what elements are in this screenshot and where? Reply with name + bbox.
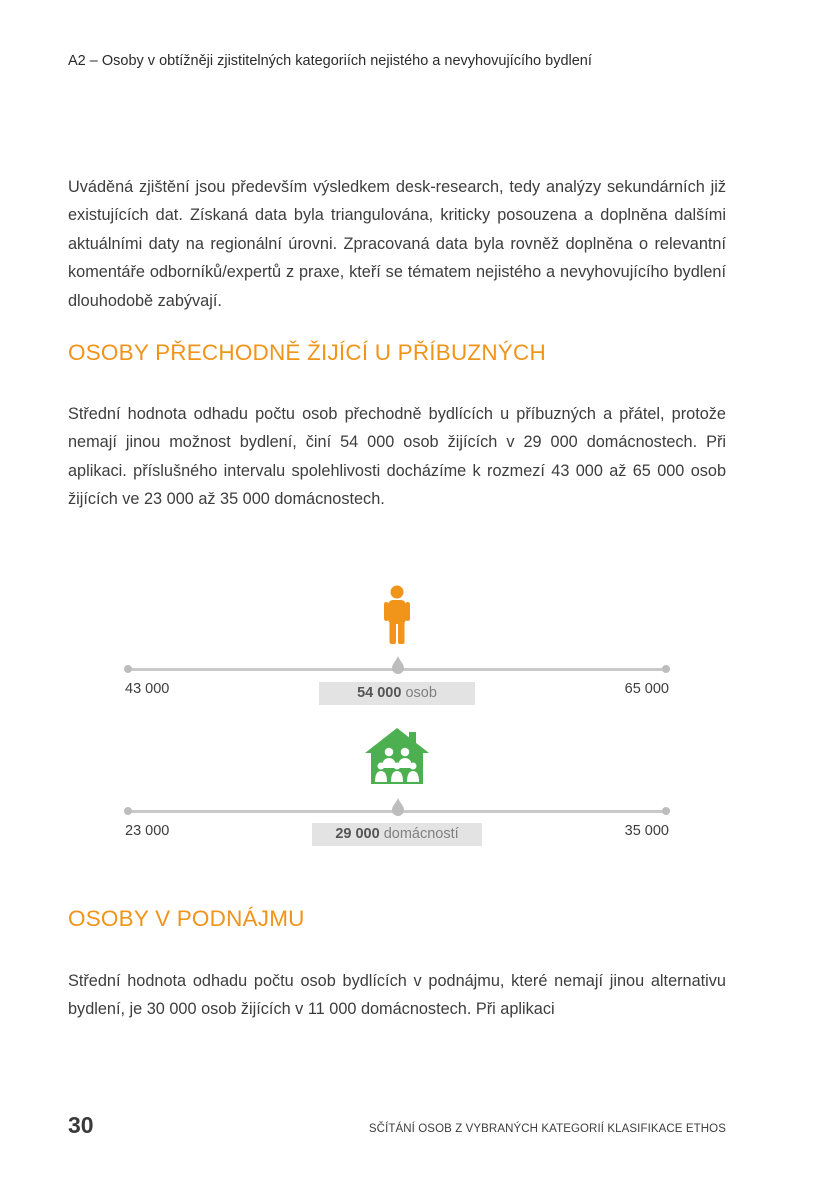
persons-axis-end-dot	[662, 665, 670, 673]
households-median-unit: domácností	[383, 826, 459, 842]
households-axis-start-dot	[124, 807, 132, 815]
subtenancy-paragraph: Střední hodnota odhadu počtu osob bydlících v podnájmu, které nemají jinou alternativu bydlení, je 30 000 osob žijících v 11 000 domácnostech. Při aplikaci	[68, 972, 726, 1019]
relatives-paragraph: Střední hodnota odhadu počtu osob přechodně bydlících u příbuzných a přátel, protože nemají jinou možnost bydlení, činí 54 000 osob žijících v 29 000 domácnostech. Při aplikaci. příslušného intervalu spolehlivosti docházíme k rozmezí 43 000 až 65 000 osob žijících ve 23 000 až 35 000 domácnostech.	[68, 405, 726, 509]
intro-paragraph: Uváděná zjištění jsou především výsledkem desk-research, tedy analýzy sekundárních již existujících dat. Získaná data byla triangulována, kriticky posouzena a doplněna dalšími aktuálními daty na regionální úrovni. Zpracovaná data byla rovněž doplněna o relevantní komentáře odborníků/expertů z praxe, kteří se tématem nejistého a nevyhovujícího bydlení dlouhodobě zabývají.	[68, 178, 726, 310]
persons-median-marker	[391, 656, 405, 675]
persons-axis-start-dot	[124, 665, 132, 673]
running-head: A2 – Osoby v obtížněji zjistitelných kategoriích nejistého a nevyhovujícího bydlení	[68, 53, 592, 69]
households-median-value: 29 000	[335, 826, 380, 842]
publication-title: SČÍTÁNÍ OSOB Z VYBRANÝCH KATEGORIÍ KLASIFIKACE ETHOS	[368, 1123, 726, 1135]
households-axis-end-dot	[662, 807, 670, 815]
page-number: 30	[68, 1112, 94, 1138]
persons-median-unit: osob	[405, 685, 437, 701]
persons-high-label: 65 000	[624, 681, 669, 697]
households-high-label: 35 000	[624, 823, 669, 839]
households-median-box	[312, 823, 482, 846]
households-low-label: 23 000	[125, 823, 170, 839]
households-median-marker	[391, 798, 405, 817]
persons-median-value: 54 000	[357, 685, 402, 701]
persons-low-label: 43 000	[125, 681, 170, 697]
persons-median-box	[319, 682, 475, 705]
section-heading-subtenancy: OSOBY V PODNÁJMU	[68, 906, 305, 931]
section-heading-relatives: OSOBY PŘECHODNĚ ŽIJÍCÍ U PŘÍBUZNÝCH	[68, 340, 546, 365]
person-icon	[384, 585, 410, 645]
house-family-icon	[365, 727, 429, 785]
